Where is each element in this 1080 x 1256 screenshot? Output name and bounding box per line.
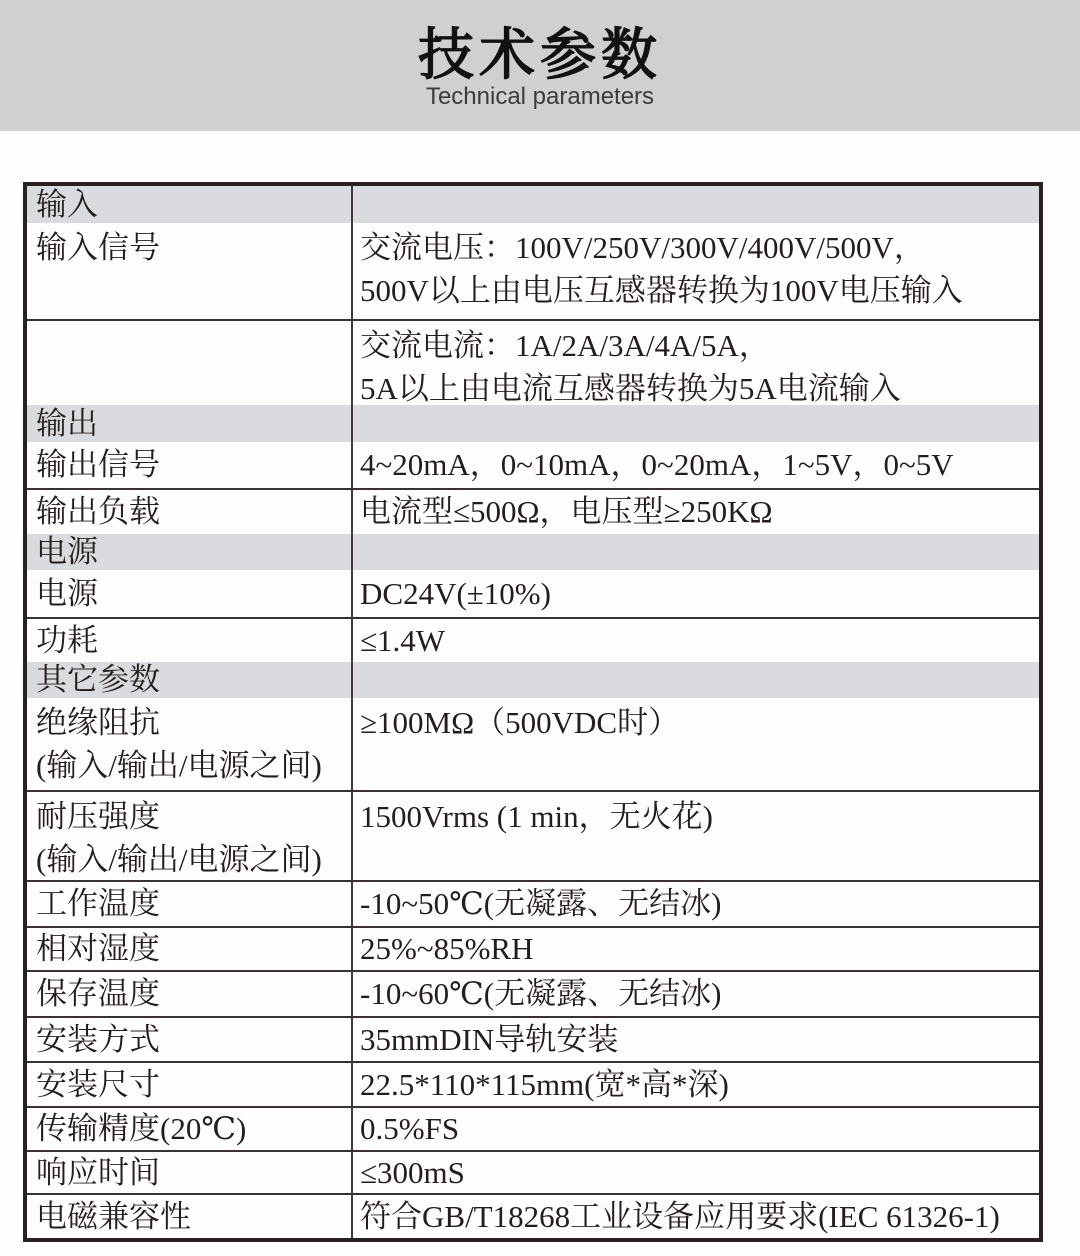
param-name: 相对湿度 xyxy=(36,931,160,966)
param-name-cell xyxy=(27,321,353,405)
param-name: 耐压强度 xyxy=(36,799,160,834)
page-title: 技术参数 xyxy=(418,23,662,86)
param-value: ≥100MΩ（500VDC时） xyxy=(360,705,680,740)
param-value-cell xyxy=(353,698,1039,790)
param-name: (输入/输出/电源之间) xyxy=(36,748,322,783)
param-value: 电流型≤500Ω，电压型≥250KΩ xyxy=(360,494,773,529)
param-name-cell xyxy=(27,1152,353,1193)
param-name-cell xyxy=(27,1195,353,1238)
spec-row xyxy=(27,570,1039,617)
param-value: DC24V(±10%) xyxy=(360,575,551,611)
param-value-cell xyxy=(353,882,1039,926)
param-value: 符合GB/T18268工业设备应用要求(IEC 61326-1) xyxy=(360,1198,1000,1234)
param-name: 传输精度(20℃) xyxy=(36,1111,247,1146)
param-value-cell xyxy=(353,442,1039,488)
param-name-cell xyxy=(27,1018,353,1061)
param-value: ≤1.4W xyxy=(360,622,446,658)
param-name-cell xyxy=(27,186,353,223)
spec-row xyxy=(27,970,1039,1016)
section-header-row xyxy=(27,534,1039,570)
param-value-cell xyxy=(353,619,1039,662)
spec-row xyxy=(27,1106,1039,1150)
spec-row xyxy=(27,442,1039,488)
param-name-cell xyxy=(27,405,353,442)
param-value: 交流电压：100V/250V/300V/400V/500V， xyxy=(360,230,925,265)
param-name: 保存温度 xyxy=(36,976,160,1011)
title-banner xyxy=(0,0,1080,131)
param-value-cell xyxy=(353,972,1039,1016)
spec-row xyxy=(27,698,1039,790)
section-header-row xyxy=(27,405,1039,442)
spec-row xyxy=(27,223,1039,319)
param-value: 35mmDIN导轨安装 xyxy=(360,1021,619,1057)
param-value-cell xyxy=(353,1195,1039,1238)
spec-row xyxy=(27,488,1039,534)
param-value: 25%~85%RH xyxy=(360,931,534,966)
spec-row xyxy=(27,319,1039,405)
param-value: 4~20mA，0~10mA，0~20mA，1~5V，0~5V xyxy=(360,447,954,482)
param-value-cell xyxy=(353,223,1039,319)
param-name: 电源 xyxy=(36,575,98,611)
param-name-cell xyxy=(27,442,353,488)
param-value: 交流电流：1A/2A/3A/4A/5A， xyxy=(360,328,770,363)
param-name: 输出负载 xyxy=(36,494,160,529)
param-name-cell xyxy=(27,223,353,319)
param-name-cell xyxy=(27,490,353,534)
param-name-cell xyxy=(27,1063,353,1106)
spec-row xyxy=(27,790,1039,880)
section-header-row xyxy=(27,186,1039,223)
spec-row xyxy=(27,1193,1039,1238)
spec-row xyxy=(27,1150,1039,1193)
param-value: 500V以上由电压互感器转换为100V电压输入 xyxy=(360,273,963,308)
param-name-cell xyxy=(27,662,353,698)
param-name: 输出信号 xyxy=(36,447,160,482)
section-header-row xyxy=(27,662,1039,698)
param-value: -10~60℃(无凝露、无结冰) xyxy=(360,976,722,1011)
param-value: -10~50℃(无凝露、无结冰) xyxy=(360,886,722,921)
param-name-cell xyxy=(27,972,353,1016)
param-value-cell xyxy=(353,1063,1039,1106)
param-name: 响应时间 xyxy=(36,1154,160,1190)
param-value: 5A以上由电流互感器转换为5A电流输入 xyxy=(360,371,901,405)
param-value-cell xyxy=(353,186,1039,223)
param-name: 安装方式 xyxy=(36,1021,160,1057)
param-value: 0.5%FS xyxy=(360,1111,460,1146)
param-name: 绝缘阻抗 xyxy=(36,705,160,740)
param-name: 电磁兼容性 xyxy=(36,1198,191,1234)
param-value-cell xyxy=(353,1152,1039,1193)
param-name-cell xyxy=(27,928,353,970)
param-value-cell xyxy=(353,490,1039,534)
param-value-cell xyxy=(353,321,1039,405)
param-name-cell xyxy=(27,619,353,662)
param-value-cell xyxy=(353,1018,1039,1061)
param-value: 22.5*110*115mm(宽*高*深) xyxy=(360,1066,729,1102)
spec-row xyxy=(27,926,1039,970)
page-subtitle: Technical parameters xyxy=(425,83,655,110)
param-value-cell xyxy=(353,792,1039,880)
param-value: 1500Vrms (1 min，无火花) xyxy=(360,799,713,834)
param-name: 安装尺寸 xyxy=(36,1066,160,1102)
param-name-cell xyxy=(27,534,353,570)
spec-row xyxy=(27,1061,1039,1106)
param-name-cell xyxy=(27,698,353,790)
param-value-cell xyxy=(353,405,1039,442)
param-name: 其它参数 xyxy=(36,662,160,697)
param-value-cell xyxy=(353,570,1039,617)
param-name-cell xyxy=(27,570,353,617)
spec-row xyxy=(27,880,1039,926)
param-value-cell xyxy=(353,928,1039,970)
param-name: 功耗 xyxy=(36,622,98,658)
param-name: 工作温度 xyxy=(36,886,160,921)
param-name: 输入 xyxy=(36,186,98,222)
param-name: 电源 xyxy=(36,534,98,569)
param-name: 输入信号 xyxy=(36,230,160,265)
spec-row xyxy=(27,1016,1039,1061)
param-value-cell xyxy=(353,1108,1039,1150)
spec-row xyxy=(27,617,1039,662)
param-name: 输出 xyxy=(36,405,98,441)
param-name: (输入/输出/电源之间) xyxy=(36,842,322,877)
param-value-cell xyxy=(353,662,1039,698)
param-name-cell xyxy=(27,882,353,926)
param-name-cell xyxy=(27,1108,353,1150)
param-value-cell xyxy=(353,534,1039,570)
spec-table xyxy=(23,182,1043,1242)
param-value: ≤300mS xyxy=(360,1154,465,1190)
param-name-cell xyxy=(27,792,353,880)
